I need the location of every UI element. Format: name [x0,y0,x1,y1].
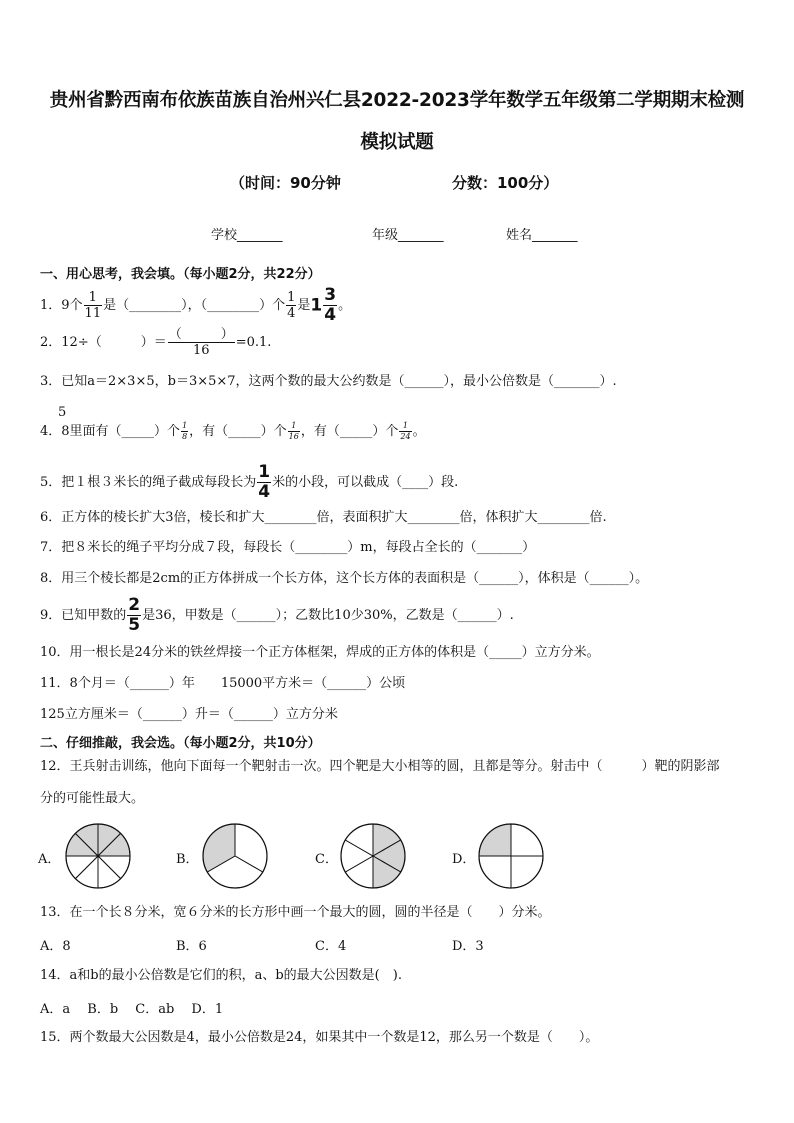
q2-fraction: $\frac{( )}{16}$ [168,327,234,358]
target-c-pie [339,822,407,890]
grade-field: 年级_______ [372,228,444,243]
question-8: 8．用三个棱长都是2cm的正方体拼成一个长方体，这个长方体的表面积是（______），体积是（______）。 [40,571,649,586]
question-13: 13．在一个长８分米，宽６分米的长方形中画一个最大的圆，圆的半径是（ ）分米。 [40,905,551,920]
q9-text-a: 9．已知甲数的 [40,608,127,623]
q12-option-c-label: C． [315,852,338,867]
question-7: 7．把８米长的绳子平均分成７段，每段长（________）m，每段占全长的（_______） [40,540,536,555]
question-15: 15．两个数最大公因数是4，最小公倍数是24，如果其中一个数是12，那么另一个数是（ ）。 [40,1030,599,1045]
question-12-line-2: 分的可能性最大。 [40,791,145,806]
question-2 [40,328,271,357]
question-5 [40,464,458,501]
question-4 [40,422,426,441]
school-field: 学校_______ [211,228,283,243]
q13-option-c: C．4 [315,939,347,954]
question-3: 3．已知a＝2×3×5，b＝3×5×7，这两个数的最大公约数是（______），最小公倍数是（_______）. [40,374,617,389]
q13-option-b: B．6 [176,939,207,954]
q9-text-b: 是36，甲数是（______）；乙数比10少30%，乙数是（______）. [142,608,514,623]
page-title-line2: 模拟试题 [360,132,434,153]
q4-prefix: 4． [40,424,62,439]
question-9 [40,597,514,634]
q5-text-b: 米的小段，可以截成（____）段. [272,475,459,490]
q2-text-b: =0.1. [235,335,272,350]
question-10: 10．用一根长是24分米的铁丝焊接一个正方体框架，焊成的正方体的体积是（_____）立方分米。 [40,645,600,660]
q12-option-b-label: B． [176,852,199,867]
q14-options: A．a B．b C．ab D．1 [40,1002,224,1017]
target-a-pie [64,822,132,890]
page-title-line1: 贵州省黔西南布依族苗族自治州兴仁县2022-2023学年数学五年级第二学期期末检测 [49,90,745,111]
q5-text-a: 5．把１根３米长的绳子截成每段长为 [40,475,257,490]
q4-top-number: 5 [58,405,67,420]
section-1-heading: 一、用心思考，我会填。（每小题2分，共22分） [40,267,321,282]
q4-text-b: ，有（_____）个 [189,424,287,439]
q1-fraction-1: $\frac{1}{11}$ [84,290,102,321]
q4-text-c: ，有（_____）个 [300,424,399,439]
name-field: 姓名_______ [506,228,578,243]
q12-option-d-label: D． [452,852,476,867]
q4-text-a: 8里面有（_____）个 [61,424,181,439]
question-11-line-1: 11．8个月＝（______）年 15000平方米＝（______）公顷 [40,676,406,691]
question-12-line-1: 12．王兵射击训练，他向下面每一个靶射击一次。四个靶是大小相等的圆，且都是等分。射击中（ ）靶的阴影部 [40,759,720,774]
q4-fraction-3: $\frac{1}{24}$ [400,421,411,441]
score-label: 分数：100分） [452,174,559,192]
time-label: （时间：90分钟 [230,174,341,192]
target-d-pie [477,822,545,890]
question-14: 14．a和b的最小公倍数是它们的积，a、b的最大公因数是( ). [40,968,402,983]
q1-mixed-fraction: $\frac{3}{4}$ [324,285,337,325]
q1-text-a: 1．9个 [40,298,83,313]
q4-fraction-1: $\frac{1}{8}$ [182,421,188,441]
question-11-line-2: 125立方厘米＝（______）升＝（______）立方分米 [40,707,338,722]
q4-text-d: 。 [412,424,426,439]
q9-fraction: $\frac{2}{5}$ [128,595,141,635]
target-b-pie [201,822,269,890]
question-1 [40,287,351,324]
q1-fraction-2: $\frac{1}{4}$ [287,290,296,321]
q1-text-e: 。 [338,298,352,313]
q13-option-d: D．3 [452,939,484,954]
q5-fraction: $\frac{1}{4}$ [258,462,271,502]
q1-text-c: 是 [297,298,311,313]
q1-mixed-whole: 1 [310,295,323,316]
section-2-heading: 二、仔细推敲，我会选。（每小题2分，共10分） [40,736,321,751]
q13-option-a: A．8 [40,939,71,954]
q1-text-b: 是（________），（________）个 [103,298,286,313]
q2-text-a: 2．12÷（ ）＝ [40,335,167,350]
question-6: 6．正方体的棱长扩大3倍，棱长和扩大________倍，表面积扩大________倍，体积扩大________倍. [40,510,607,525]
q12-option-a-label: A． [38,852,61,867]
q4-fraction-2: $\frac{1}{16}$ [288,421,299,441]
